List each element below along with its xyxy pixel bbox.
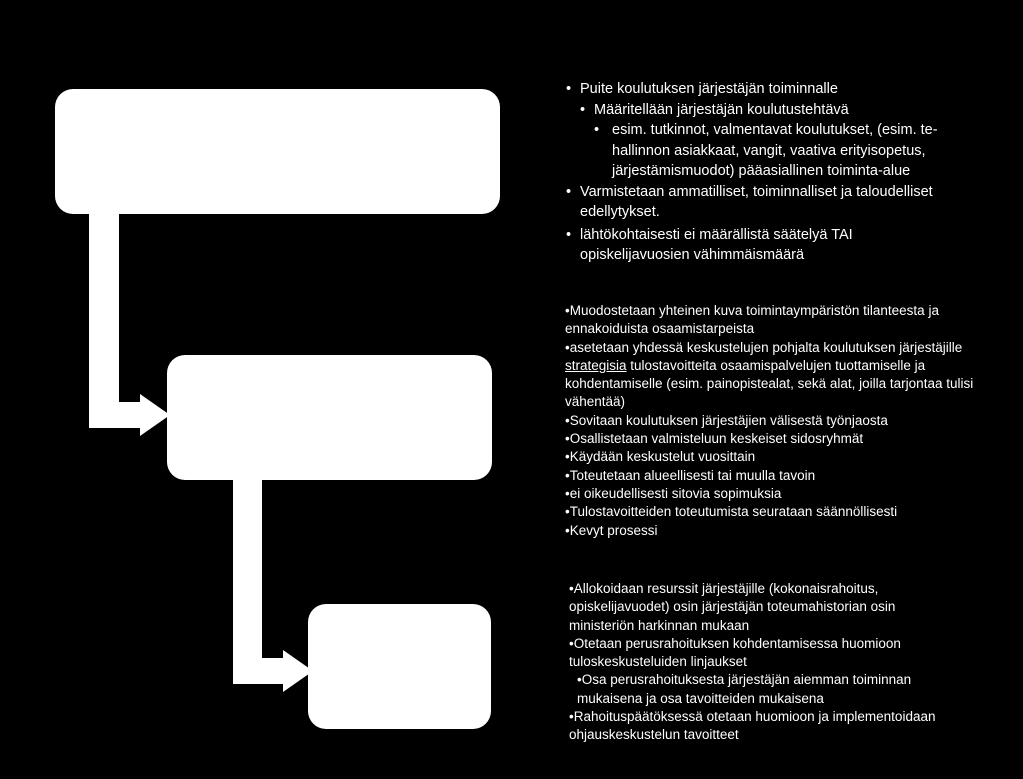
list-item-text: asetetaan yhdessä keskustelujen pohjalta koulutuksen järjestäjille [569,339,963,355]
section-3-text [569,580,989,745]
list-item: •Käydään keskustelut vuosittain [565,449,756,465]
section-2-text [565,302,1000,540]
list-item [566,120,996,182]
list-item: •Kevyt prosessi [565,522,658,538]
list-item-text: tulostavoitteita osaamispalvelujen tuottamiselle ja kohdentamiselle (esim. painopistealat, sekä alat, joilla tarjontaa tulisi vähentää) [565,357,974,410]
arrow-1 [89,214,170,436]
list-item: •Sovitaan koulutuksen järjestäjien välisestä työnjaosta [565,412,888,428]
arrow-2 [233,480,313,692]
list-item [566,79,996,100]
list-item-text: lähtökohtaisesti ei määrällistä säätelyä TAI opiskelijavuosien vähimmäismäärä [580,226,853,263]
list-item: •asetetaan yhdessä keskustelujen pohjalta koulutuksen järjestäjille strategisia tulostavoitteita osaamispalvelujen tuottamiselle ja kohdentamiselle (esim. painopistealat, sekä alat, joilla tarjontaa tulisi vähentää) [565,339,974,410]
list-item-text: Käydään keskustelut vuosittain [569,449,756,465]
section-1-text [566,79,996,266]
list-item-text: Rahoituspäätöksessä otetaan huomioon ja implementoidaan ohjauskeskustelun tavoitteet [569,709,936,743]
list-item-text: Kevyt prosessi [569,522,658,538]
list-item: •Osa perusrahoituksesta järjestäjän aiemman toiminnan mukaisena ja osa tavoitteiden mukaisena [577,672,912,706]
list-item: •Otetaan perusrahoituksen kohdentamisessa huomioon tuloskeskusteluiden linjaukset [569,635,901,670]
list-item-text: esim. tutkinnot, valmentavat koulutukset, (esim. te-hallinnon asiakkaat, vangit, vaativa erityisopetus, järjestämismuodot) pääasiallinen toiminta-alue [612,122,938,179]
list-item-text: Allokoidaan resurssit järjestäjille (kokonaisrahoitus, opiskelijavuodet) osin järjestäjän toteumahistorian osin ministeriön harkinnan mukaan [569,581,896,633]
bullet: • [566,226,572,243]
strategic-link[interactable]: strategisia [565,357,627,373]
list-item: •Muodostetaan yhteinen kuva toimintaympäristön tilanteesta ja ennakoiduista osaamistarpeista [565,303,939,337]
list-item-text: Muodostetaan yhteinen kuva toimintaympäristön tilanteesta ja ennakoiduista osaamistarpeista [565,303,939,337]
list-item: •Allokoidaan resurssit järjestäjille (kokonaisrahoitus, opiskelijavuodet) osin järjestäjän toteumahistorian osin ministeriön harkinnan mukaan [569,581,896,633]
list-item: •Tulostavoitteiden toteutumista seurataan säännöllisesti [565,504,898,520]
bullet: • [566,81,572,97]
list-item-text: Toteutetaan alueellisesti tai muulla tavoin [569,467,816,483]
list-item-text: Varmistetaan ammatilliset, toiminnalliset ja taloudelliset edellytykset. [580,183,933,220]
list-item-text: Sovitaan koulutuksen järjestäjien välisestä työnjaosta [569,412,888,428]
list-item-text: ei oikeudellisesti sitovia sopimuksia [569,485,782,501]
list-item-text: Tulostavoitteiden toteutumista seurataan säännöllisesti [569,504,898,520]
list-item-text: Otetaan perusrahoituksen kohdentamisessa huomioon tuloskeskusteluiden linjaukset [569,635,901,670]
list-item [566,182,996,223]
list-item [566,225,996,266]
list-item: •Rahoituspäätöksessä otetaan huomioon ja implementoidaan ohjauskeskustelun tavoitteet [569,709,936,743]
bullet: • [580,101,586,118]
list-item-text: Osallistetaan valmisteluun keskeiset sidosryhmät [569,431,864,447]
bullet: • [566,183,572,200]
bullet: • [594,122,600,138]
list-item-text: Määritellään järjestäjän koulutustehtävä [594,101,849,118]
list-item: •Toteutetaan alueellisesti tai muulla tavoin [565,467,816,483]
list-item-text: Osa perusrahoituksesta järjestäjän aiemman toiminnan mukaisena ja osa tavoitteiden mukaisena [577,672,912,706]
list-item-text: Puite koulutuksen järjestäjän toiminnalle [580,81,838,97]
list-item [566,100,996,121]
list-item: •Osallistetaan valmisteluun keskeiset sidosryhmät [565,431,864,447]
list-item: •ei oikeudellisesti sitovia sopimuksia [565,485,782,501]
